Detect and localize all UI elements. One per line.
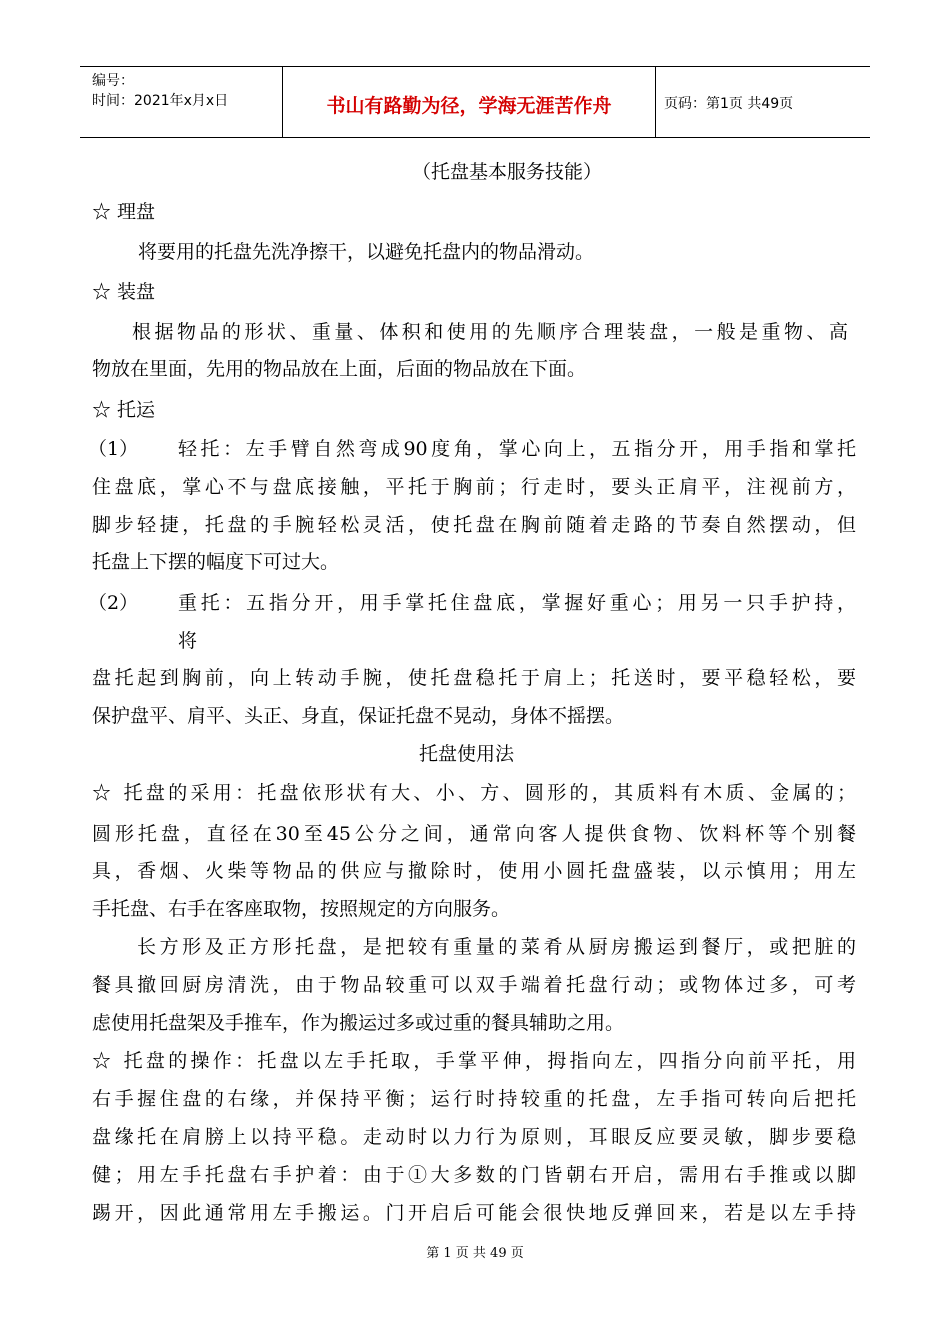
paragraph-line: 右手握住盘的右缘，并保持平衡；运行时持较重的托盘，左手指可转向后把托 [92,1088,856,1110]
heading-tray-loading: ☆ 装盘 [92,281,156,303]
heading-tray-prep: ☆ 理盘 [92,201,156,223]
page-footer: 第 1 页 共 49 页 [426,1246,524,1261]
header-page-cell [656,67,870,137]
paragraph-line: ☆ 托盘的采用：托盘依形状有大、小、方、圆形的，其质料有木质、金属的； [92,782,856,804]
paragraph-line: 重托：五指分开，用手掌托住盘底，掌握好重心；用另一只手护持， [178,592,856,614]
paragraph-line: 虑使用托盘架及手推车，作为搬运过多或过重的餐具辅助之用。 [92,1012,625,1034]
paragraph-line: 健；用左手托盘右手护着：由于①大多数的门皆朝右开启，需用右手推或以脚 [92,1164,856,1186]
section-title-usage: 托盘使用法 [419,743,515,765]
paragraph-line: 具，香烟、火柴等物品的供应与撤除时，使用小圆托盘盛装，以示慎用；用左 [92,860,856,882]
paragraph-line: 餐具撤回厨房清洗，由于物品较重可以双手端着托盘行动；或物体过多，可考 [92,974,856,996]
paragraph-line: 托盘上下摆的幅度下可过大。 [92,551,340,573]
document-date-label: 时间：2021年x月x日 [92,93,229,109]
heading-tray-carrying: ☆ 托运 [92,399,156,421]
header-page-number: 页码：第1页 共49页 [664,96,794,112]
paragraph-tray-prep: 将要用的托盘先洗净擦干，以避免托盘内的物品滑动。 [138,241,595,263]
paragraph-line: 轻托：左手臂自然弯成90度角，掌心向上，五指分开，用手指和掌托 [178,438,856,460]
paragraph-line: 长方形及正方形托盘，是把较有重量的菜肴从厨房搬运到餐厅，或把脏的 [137,936,856,958]
paragraph-line: 将 [178,630,198,652]
paragraph-line: 盘缘托在肩膀上以持平稳。走动时以力行为原则，耳眼反应要灵敏，脚步要稳 [92,1126,856,1148]
paragraph-line: 保护盘平、肩平、头正、身直，保证托盘不晃动，身体不摇摆。 [92,705,625,727]
paragraph-line: ☆ 托盘的操作：托盘以左手托取，手掌平伸，拇指向左，四指分向前平托，用 [92,1050,856,1072]
paragraph-line: 住盘底，掌心不与盘底接触，平托于胸前；行走时，要头正肩平，注视前方， [92,476,856,498]
paragraph-line: 圆形托盘，直径在30至45公分之间，通常向客人提供食物、饮料杯等个别餐 [92,823,856,845]
list-item-number: （2） [88,592,139,614]
paragraph-line: 踢开，因此通常用左手搬运。门开启后可能会很快地反弹回来，若是以左手持 [92,1202,856,1224]
paragraph-line: 盘托起到胸前，向上转动手腕，使托盘稳托于肩上；托送时，要平稳轻松，要 [92,667,856,689]
paragraph-line: 物放在里面，先用的物品放在上面，后面的物品放在下面。 [92,358,587,380]
section-title-basic-skills: （托盘基本服务技能） [412,161,603,183]
paragraph-line: 脚步轻捷，托盘的手腕轻松灵活，使托盘在胸前随着走路的节奏自然摆动，但 [92,514,856,536]
paragraph-line: 手托盘、右手在客座取物，按照规定的方向服务。 [92,898,511,920]
document-number-label: 编号： [92,73,134,89]
header-meta-cell [80,67,282,137]
paragraph-line: 根据物品的形状、重量、体积和使用的先顺序合理装盘，一般是重物、高 [132,321,848,343]
list-item-number: （1） [88,438,139,460]
header-motto: 书山有路勤为径，学海无涯苦作舟 [326,95,612,117]
header-motto-cell [282,67,656,137]
page-header [80,66,870,138]
